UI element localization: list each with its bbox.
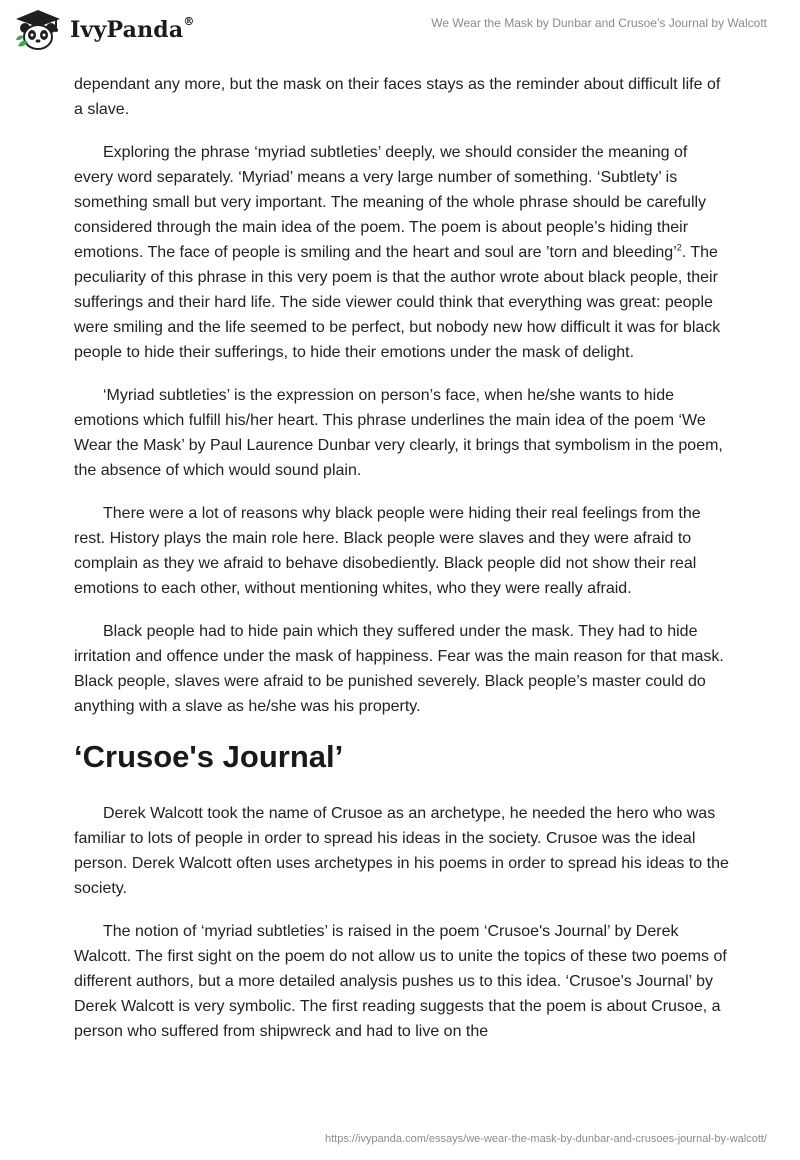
paragraph-crusoe-notion: The notion of ‘myriad subtleties’ is raised in the poem ‘Crusoe's Journal’ by Derek Walcott. The first sight on the poem do not allow us to unite the topics of these two poems of different authors, but a more detailed analysis pushes us to this idea. ‘Crusoe's Journal’ by Derek Walcott is very symbolic. The first reading suggests that the poem is about Crusoe, a person who suffered from shipwreck and had to live on the: [74, 923, 727, 1040]
footnote-ref[interactable]: 2: [676, 242, 682, 253]
paragraph-expression: ‘Myriad subtleties’ is the expression on person’s face, when he/she wants to hide emotions which fulfill his/her heart. This phrase underlines the main idea of the poem ‘We Wear the Mask’ by Paul Laurence Dunbar very clearly, it brings that symbolism in the poem, the absence of which would sound plain.: [74, 387, 723, 479]
paragraph-archetype: Derek Walcott took the name of Crusoe as an archetype, he needed the hero who was familiar to lots of people in order to spread his ideas in the society. Crusoe was the ideal person. Derek Walcott often uses archetypes in his poems in order to spread his ideas to the society.: [74, 805, 729, 897]
logo-wordmark: IvyPanda®: [70, 15, 195, 43]
essay-body: [74, 72, 730, 1062]
paragraph-continuation: dependant any more, but the mask on their faces stays as the reminder about difficult life of a slave.: [74, 76, 721, 118]
paragraph-pain: Black people had to hide pain which they suffered under the mask. They had to hide irritation and offence under the mask of happiness. Fear was the main reason for that mask. Black people, slaves were afraid to be punished severely. Black people’s master could do anything with a slave as he/she was his property.: [74, 623, 724, 715]
paragraph-reasons: There were a lot of reasons why black people were hiding their real feelings from the rest. History plays the main role here. Black people were slaves and they were afraid to complain as they we afraid to behave disobediently. Black people did not show their real emotions to each other, without mentioning whites, who they were really afraid.: [74, 505, 701, 597]
panda-graduate-icon: [14, 8, 62, 52]
paragraph-myriad-subtleties: [74, 140, 730, 365]
document-title: We Wear the Mask by Dunbar and Crusoe’s Journal by Walcott: [431, 16, 767, 30]
paragraph-text: . The peculiarity of this phrase in this very poem is that the author wrote about black people, their sufferings and their hard life. The side viewer could think that everything was great: people were smiling and the life seemed to be perfect, but nobody new how difficult it was for black people to hide their sufferings, to hide their emotions under the mask of delight.: [74, 244, 721, 361]
section-heading: ‘Crusoe's Journal’: [74, 739, 344, 774]
registered-mark: ®: [183, 15, 195, 28]
source-url[interactable]: https://ivypanda.com/essays/we-wear-the-mask-by-dunbar-and-crusoes-journal-by-walcott/: [324, 1133, 767, 1145]
page-header: [0, 0, 800, 64]
paragraph-text: Exploring the phrase ‘myriad subtleties’ deeply, we should consider the meaning of every word separately. ‘Myriad’ means a very large number of something. ‘Subtlety’ is something small but very important. The meaning of the whole phrase should be carefully considered through the main idea of the poem. The poem is about people’s hiding their emotions. The face of people is smiling and the heart and soul are ’torn and bleeding’: [74, 144, 707, 261]
ivypanda-logo[interactable]: [14, 8, 195, 52]
